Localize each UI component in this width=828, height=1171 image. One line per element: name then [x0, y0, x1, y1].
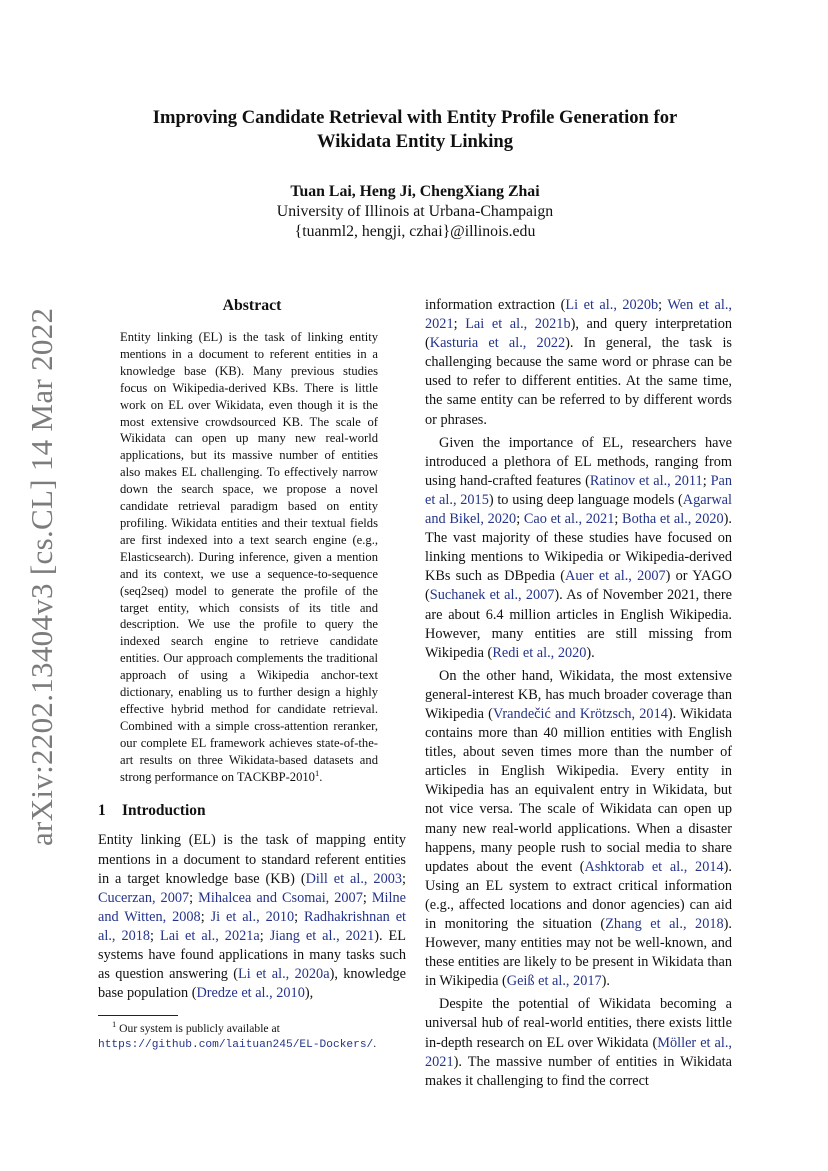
author-email: {tuanml2, hengji, czhai}@illinois.edu [294, 223, 536, 240]
citation-link[interactable]: Radhakrishnan et al., 2018 [98, 908, 407, 944]
text-run: Entity linking (EL) is the task of mapping entity mentions in a document to standard referent entities in a target knowledge base (KB) ( [98, 832, 406, 887]
text-run: ), and query interpretation ( [425, 316, 732, 352]
text-run: ; [362, 889, 372, 906]
text-run: ). Wikidata contains more than 40 million entities with English titles, about seven times more than the number of articles in English Wikipedia. Every entity in Wikipedia has an equivalent entry in Wikidata, but not vice versa. The scale of Wikidata can open up many new real-world applications. When a disaster happens, many people rush to social media to share updates about the event ( [425, 705, 733, 875]
affiliation: University of Illinois at Urbana-Champaign [276, 203, 554, 220]
citation-link[interactable]: Ratinov et al., 2011 [589, 472, 703, 489]
abstract-heading: Abstract [222, 297, 282, 314]
left-column [98, 296, 406, 1053]
citation-link[interactable]: Cao et al., 2021 [523, 511, 615, 528]
text-run: ). [601, 973, 610, 990]
arxiv-identifier: arXiv:2202.13404v3 [cs.CL] 14 Mar 2022 [24, 307, 59, 846]
text-run: ). The vast majority of these studies have focused on linking mentions to Wikipedia or Wikipedia-derived KBs such as DBpedia ( [425, 511, 732, 585]
intro-paragraph-3 [425, 667, 732, 992]
text-run: ; [200, 908, 211, 925]
intro-paragraph-4 [425, 995, 732, 1090]
citation-link[interactable]: Kasturia et al., 2022 [429, 335, 566, 352]
text-run: ). In general, the task is challenging because the same word or phrase can be used to refer to different entities. At the same time, the same entity can be referred to by different words or phrases. [425, 335, 732, 428]
text-run: ; [658, 297, 668, 313]
text-run: On the other hand, Wikidata, the most extensive general-interest KB, has much broader coverage than Wikipedia ( [425, 667, 732, 722]
title-line-2: Wikidata Entity Linking [317, 131, 513, 152]
intro-paragraph-1 [98, 831, 406, 1003]
citation-link[interactable]: Ashktorab et al., 2014 [584, 858, 724, 875]
section-heading-introduction [98, 801, 406, 821]
abstract-end: . [319, 769, 323, 784]
text-run: Given the importance of EL, researchers have introduced a plethora of EL methods, ranging from using hand-crafted features ( [425, 434, 732, 489]
citation-link[interactable]: Redi et al., 2020 [492, 644, 587, 661]
text-run: ). The massive number of entities in Wikidata makes it challenging to find the correct [425, 1053, 732, 1089]
abstract-text [120, 329, 378, 785]
text-run: ). However, many entities may not be well-known, and these entities are likely to be present in Wikidata than in Wikipedia ( [425, 916, 732, 990]
section-title: Introduction [122, 802, 206, 820]
citation-link[interactable]: Li et al., 2020b [565, 297, 659, 313]
title-line-1: Improving Candidate Retrieval with Entity Profile Generation for [152, 107, 678, 128]
footnote-end: . [373, 1037, 377, 1051]
citation-link[interactable]: Ji et al., 2010 [210, 908, 295, 925]
text-run: ; [453, 316, 466, 333]
citation-link[interactable]: Dredze et al., 2010 [196, 985, 305, 1002]
text-run: Despite the potential of Wikidata becoming a universal hub of real-world entities, there exists little in-depth research on EL over Wikidata ( [425, 996, 732, 1051]
text-run: ; [402, 870, 406, 887]
text-run: ; [702, 472, 711, 489]
section-number: 1 [98, 802, 106, 820]
citation-link[interactable]: Lai et al., 2021b [465, 316, 571, 333]
paper-title [100, 106, 730, 154]
citation-link[interactable]: Suchanek et al., 2007 [429, 587, 555, 604]
citation-link[interactable]: Zhang et al., 2018 [605, 916, 724, 932]
citation-link[interactable]: Pan et al., 2015 [425, 472, 733, 508]
citation-link[interactable]: Geiß et al., 2017 [506, 973, 602, 990]
text-run: ; [150, 927, 161, 944]
text-run: ), knowledge base population ( [98, 966, 407, 1002]
text-run: ). EL systems have found applications in many tasks such as question answering ( [98, 927, 407, 983]
text-run: ; [189, 889, 199, 906]
citation-link[interactable]: Dill et al., 2003 [305, 870, 403, 887]
author-block [100, 182, 730, 242]
text-run: ; [294, 908, 305, 925]
text-run: ). [586, 644, 595, 661]
footnote-number: 1 [112, 1019, 117, 1030]
footnote-link[interactable]: https://github.com/laituan245/EL-Dockers/ [98, 1039, 374, 1052]
citation-link[interactable]: Wen et al., 2021 [425, 297, 732, 333]
right-column [425, 296, 732, 1091]
text-run: ) or YAGO ( [425, 568, 732, 604]
citation-link[interactable]: Lai et al., 2021a [160, 927, 260, 944]
intro-paragraph-2 [425, 434, 732, 663]
footnote-text: Our system is publicly available at [119, 1022, 280, 1036]
citation-link[interactable]: Jiang et al., 2021 [269, 927, 375, 944]
citation-link[interactable]: Möller et al., 2021 [425, 1034, 732, 1070]
abstract-body: Entity linking (EL) is the task of linking entity mentions in a document to referent entities in a knowledge base (KB). Many previous studies focus on Wikipedia-derived KBs. There is little work on EL over Wikidata, even though it is the most extensive crowdsourced KB. The scale of Wikidata can open up many new real-world applications, but its massive number of entities also makes EL challenging. To effectively narrow down the search space, we propose a novel candidate retrieval paradigm based on entity profiling. Wikidata entities and their textual fields are first indexed into a text search engine (e.g., Elasticsearch). During inference, given a mention and its context, we use a sequence-to-sequence (seq2seq) model to generate the profile of the target entity, which consists of its title and description. We use the profile to query the indexed search engine to retrieve candidate entities. Our approach complements the traditional approach of using a Wikipedia anchor-text dictionary, enabling us to further design a highly effective hybrid method for candidate retrieval. Combined with a simple cross-attention reranker, our complete EL framework achieves state-of-the-art results on three Wikidata-based datasets and strong performance on TACKBP-2010 [120, 330, 378, 784]
citation-link[interactable]: Botha et al., 2020 [622, 511, 724, 528]
footnote [98, 1021, 406, 1053]
text-run: information extraction ( [425, 297, 566, 313]
citation-link[interactable]: Vrandečić and Krötzsch, 2014 [492, 705, 668, 722]
citation-link[interactable]: Li et al., 2020a [238, 966, 330, 983]
text-run: ; [516, 511, 524, 528]
footnote-mark: 1 [314, 767, 320, 778]
text-run: ). As of November 2021, there are about 6.4 million articles in English Wikipedia. However, many entities are still missing from Wikipedia ( [425, 587, 732, 661]
citation-link[interactable]: Milne and Witten, 2008 [98, 889, 406, 925]
text-run: ; [259, 927, 270, 944]
citation-link[interactable]: Auer et al., 2007 [565, 568, 666, 585]
text-run: ). Using an EL system to extract critical information (e.g., affected locations and donor agencies) can aid in monitoring the situation ( [425, 858, 732, 932]
footnote-divider [98, 1015, 178, 1016]
citation-link[interactable]: Cucerzan, 2007 [98, 889, 190, 906]
author-names: Tuan Lai, Heng Ji, ChengXiang Zhai [290, 183, 540, 200]
intro-paragraph-1-continued [425, 296, 732, 430]
text-run: ), [304, 985, 314, 1002]
text-run: ) to using deep language models ( [488, 491, 683, 508]
text-run: ; [614, 511, 623, 528]
citation-link[interactable]: Mihalcea and Csomai, 2007 [198, 889, 363, 906]
citation-link[interactable]: Agarwal and Bikel, 2020 [425, 491, 732, 528]
